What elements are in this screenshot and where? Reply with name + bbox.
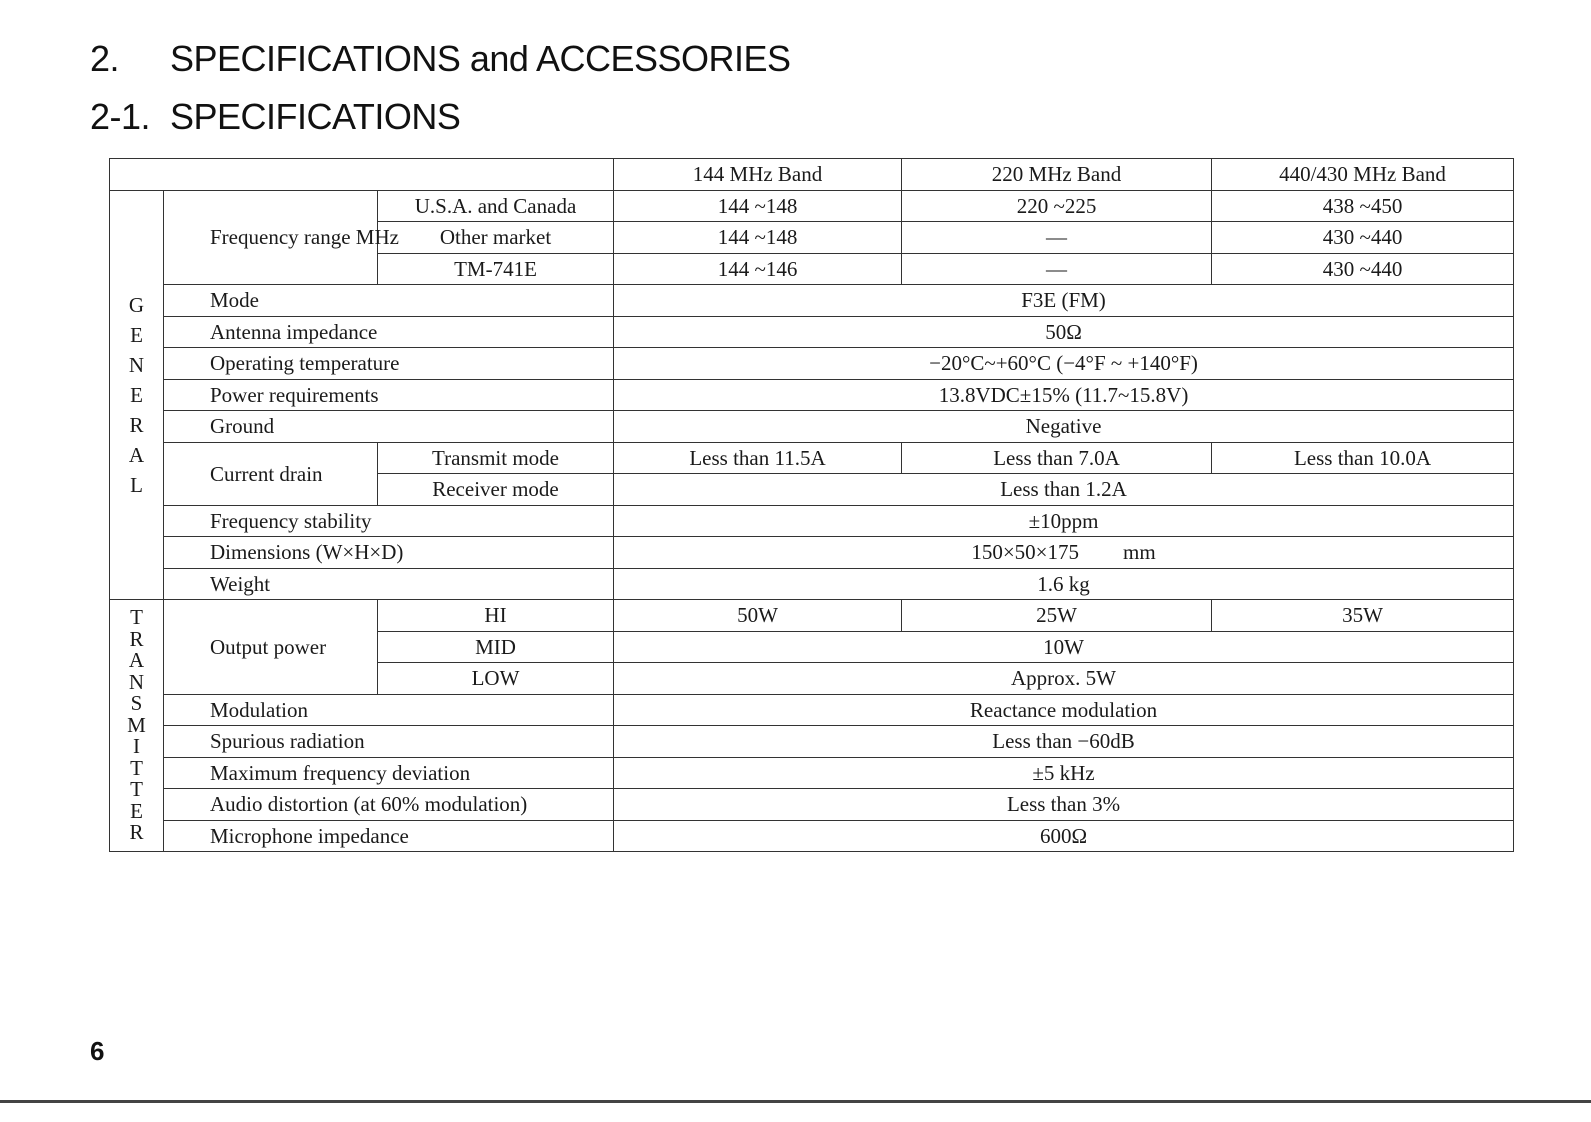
modulation-value: Reactance modulation — [614, 694, 1514, 726]
table-row — [110, 285, 1514, 317]
dimensions-unit: mm — [1123, 540, 1156, 565]
weight-value: 1.6 kg — [614, 568, 1514, 600]
microphone-impedance-value: 600Ω — [614, 820, 1514, 852]
transmit-mode-label: Transmit mode — [378, 442, 614, 474]
spurious-radiation-value: Less than −60dB — [614, 726, 1514, 758]
header-row — [110, 159, 1514, 191]
freq-value: 144 ~148 — [614, 222, 902, 254]
page-number: 6 — [90, 1036, 105, 1066]
transmit-drain-value: Less than 10.0A — [1212, 442, 1514, 474]
modulation-label: Modulation — [164, 694, 614, 726]
ground-label: Ground — [164, 411, 614, 443]
power-hi-label: HI — [378, 600, 614, 632]
current-drain-label: Current drain — [164, 442, 378, 505]
dimensions-label: Dimensions (W×H×D) — [164, 537, 614, 569]
freq-value: — — [902, 222, 1212, 254]
power-hi-value: 25W — [902, 600, 1212, 632]
freq-value: 144 ~148 — [614, 190, 902, 222]
audio-distortion-value: Less than 3% — [614, 789, 1514, 821]
table-row — [110, 694, 1514, 726]
table-row — [110, 537, 1514, 569]
section-heading — [90, 38, 791, 80]
band-144-header: 144 MHz Band — [614, 159, 902, 191]
subsection-heading — [90, 96, 460, 138]
table-row — [110, 757, 1514, 789]
transmit-drain-value: Less than 7.0A — [902, 442, 1212, 474]
receive-drain-value: Less than 1.2A — [614, 474, 1514, 506]
operating-temperature-value: −20°C~+60°C (−4°F ~ +140°F) — [614, 348, 1514, 380]
power-requirements-label: Power requirements — [164, 379, 614, 411]
weight-label: Weight — [164, 568, 614, 600]
output-power-label: Output power — [164, 600, 378, 695]
freq-value: 438 ~450 — [1212, 190, 1514, 222]
max-deviation-label: Maximum frequency deviation — [164, 757, 614, 789]
power-low-label: LOW — [378, 663, 614, 695]
table-row — [110, 568, 1514, 600]
table-row — [110, 789, 1514, 821]
table-row — [110, 600, 1514, 632]
power-mid-label: MID — [378, 631, 614, 663]
receiver-mode-label: Receiver mode — [378, 474, 614, 506]
ground-value: Negative — [614, 411, 1514, 443]
freq-value: 430 ~440 — [1212, 222, 1514, 254]
power-requirements-value: 13.8VDC±15% (11.7~15.8V) — [614, 379, 1514, 411]
freq-range-label: Frequency range MHz — [164, 190, 378, 285]
subsection-number: 2-1. — [90, 96, 151, 137]
dimensions-value: 150×50×175 — [971, 540, 1080, 565]
power-hi-value: 50W — [614, 600, 902, 632]
freq-value: 144 ~146 — [614, 253, 902, 285]
subsection-title: SPECIFICATIONS — [170, 96, 461, 137]
table-row — [110, 505, 1514, 537]
freq-value: 220 ~225 — [902, 190, 1212, 222]
table-row — [110, 348, 1514, 380]
band-440-header: 440/430 MHz Band — [1212, 159, 1514, 191]
transmit-drain-value: Less than 11.5A — [614, 442, 902, 474]
table-row — [110, 316, 1514, 348]
power-low-value: Approx. 5W — [614, 663, 1514, 695]
page-bottom-rule — [0, 1100, 1591, 1103]
microphone-impedance-label: Microphone impedance — [164, 820, 614, 852]
market-label: TM-741E — [378, 253, 614, 285]
header-blank-cell — [110, 159, 614, 191]
antenna-impedance-value: 50Ω — [614, 316, 1514, 348]
freq-value: 430 ~440 — [1212, 253, 1514, 285]
table-row — [110, 820, 1514, 852]
frequency-stability-value: ±10ppm — [614, 505, 1514, 537]
market-label: U.S.A. and Canada — [378, 190, 614, 222]
audio-distortion-label: Audio distortion (at 60% modulation) — [164, 789, 614, 821]
section-title: SPECIFICATIONS and ACCESSORIES — [170, 38, 791, 79]
table-row — [110, 442, 1514, 474]
band-220-header: 220 MHz Band — [902, 159, 1212, 191]
freq-value: — — [902, 253, 1212, 285]
operating-temperature-label: Operating temperature — [164, 348, 614, 380]
table-row — [110, 411, 1514, 443]
table-row — [110, 379, 1514, 411]
general-section-label: G E N E R A L — [110, 190, 164, 600]
market-label: Other market — [378, 222, 614, 254]
spurious-radiation-label: Spurious radiation — [164, 726, 614, 758]
max-deviation-value: ±5 kHz — [614, 757, 1514, 789]
dimensions-value-cell — [614, 537, 1514, 569]
power-mid-value: 10W — [614, 631, 1514, 663]
section-number: 2. — [90, 38, 120, 79]
transmitter-section-label: T R A N S M I T T E R — [110, 600, 164, 852]
power-hi-value: 35W — [1212, 600, 1514, 632]
mode-label: Mode — [164, 285, 614, 317]
table-row — [110, 190, 1514, 222]
antenna-impedance-label: Antenna impedance — [164, 316, 614, 348]
specifications-table — [109, 158, 1514, 852]
table-row — [110, 726, 1514, 758]
frequency-stability-label: Frequency stability — [164, 505, 614, 537]
mode-value: F3E (FM) — [614, 285, 1514, 317]
